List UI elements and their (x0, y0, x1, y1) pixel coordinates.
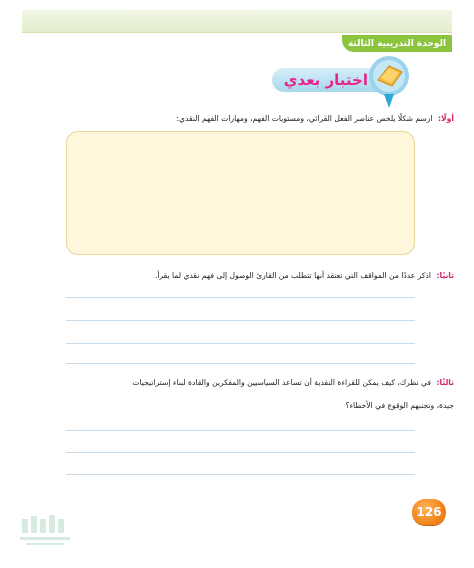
question-1-number: أولًا: (437, 114, 454, 123)
page-number-badge (412, 499, 446, 525)
question-2-text: اذكر عددًا من المواقف التي تعتقد أنها تتطلب من القارئ الوصول إلى فهم نقدي لما يقرأ. (154, 271, 432, 280)
question-2 (155, 271, 454, 280)
answer-line[interactable] (66, 320, 415, 321)
question-3 (132, 378, 454, 387)
answer-line[interactable] (66, 297, 415, 298)
page-title: اختبار بعدي (283, 71, 368, 89)
answer-line[interactable] (66, 452, 415, 453)
question-1 (176, 114, 454, 123)
answer-line[interactable] (66, 430, 415, 431)
question-3-continued (345, 401, 454, 410)
question-2-number: ثانيًا: (436, 271, 454, 280)
header-band (22, 10, 452, 33)
unit-tab (342, 35, 452, 52)
answer-line[interactable] (66, 363, 415, 364)
answer-line[interactable] (66, 474, 415, 475)
drawing-answer-box[interactable] (66, 131, 415, 255)
question-1-text: ارسم شكلًا يلخص عناصر الفعل القرائي، ومستويات الفهم، ومهارات الفهم النقدي: (176, 114, 433, 123)
question-3-text-line1: في نظرك، كيف يمكن للقراءة النقدية أن تساعد السياسيين والمفكرين والقادة لبناء إستراتيجيات (132, 378, 432, 387)
ministry-logo-icon (16, 513, 86, 553)
unit-label: الوحدة التدريبية الثالثة (347, 38, 447, 49)
question-3-text-line2: جيدة، وتجنبهم الوقوع في الأخطاء؟ (345, 401, 454, 410)
question-3-number: ثالثًا: (436, 378, 454, 387)
book-badge-icon (356, 54, 422, 110)
answer-line[interactable] (66, 343, 415, 344)
page-number: 126 (416, 505, 442, 519)
